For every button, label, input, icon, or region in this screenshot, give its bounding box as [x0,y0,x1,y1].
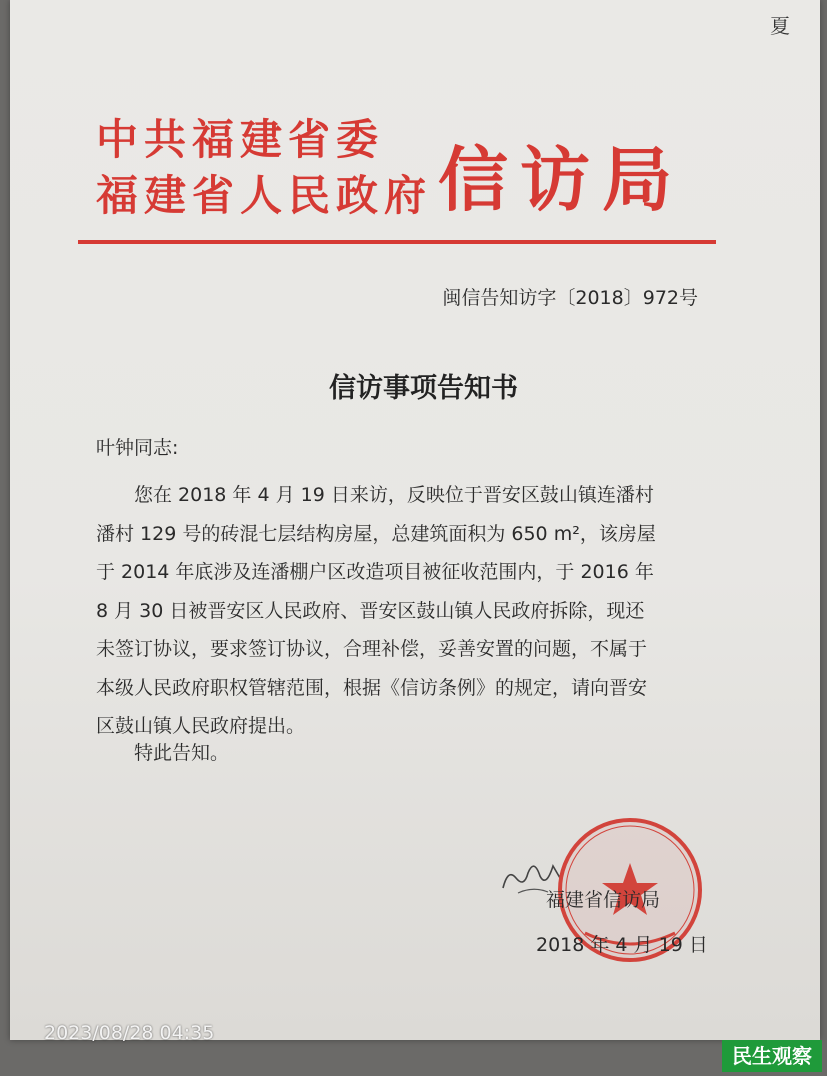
body-line: 于 2014 年底涉及连潘棚户区改造项目被征收范围内，于 2016 年 [96,561,654,583]
body-line: 区鼓山镇人民政府提出。 [96,715,306,737]
body-text [96,476,716,746]
issuer-block [96,112,432,224]
body-line: 8 月 30 日被晋安区人民政府、晋安区鼓山镇人民政府拆除，现还 [96,599,645,622]
watermark-badge: 民生观察 [722,1040,822,1072]
photo-timestamp: 2023/08/28 04:35 [44,1022,215,1044]
red-header-rule [78,240,716,244]
document-number: 闽信告知访字〔2018〕972号 [442,287,698,309]
document-title: 信访事项告知书 [329,373,518,404]
closing-line: 特此告知。 [134,742,230,764]
signing-organization: 福建省信访局 [546,889,661,911]
body-line: 您在 2018 年 4 月 19 日来访，反映位于晋安区鼓山镇连潘村 [134,484,654,506]
body-line: 本级人民政府职权管辖范围，根据《信访条例》的规定，请向晋安 [96,676,648,699]
office-name: 信访局 [438,138,684,221]
body-line: 潘村 129 号的砖混七层结构房屋，总建筑面积为 650 m²，该房屋 [96,522,656,545]
salutation: 叶钟同志: [96,437,179,459]
issuer-line-1: 中共福建省委 [96,115,385,164]
handwritten-corner-mark: 夏 [770,14,790,38]
signing-date: 2018 年 4 月 19 日 [536,934,708,956]
issuer-line-2: 福建省人民政府 [96,171,433,220]
body-line: 未签订协议，要求签订协议，合理补偿，妥善安置的问题，不属于 [96,638,648,660]
document-page [10,0,820,1040]
